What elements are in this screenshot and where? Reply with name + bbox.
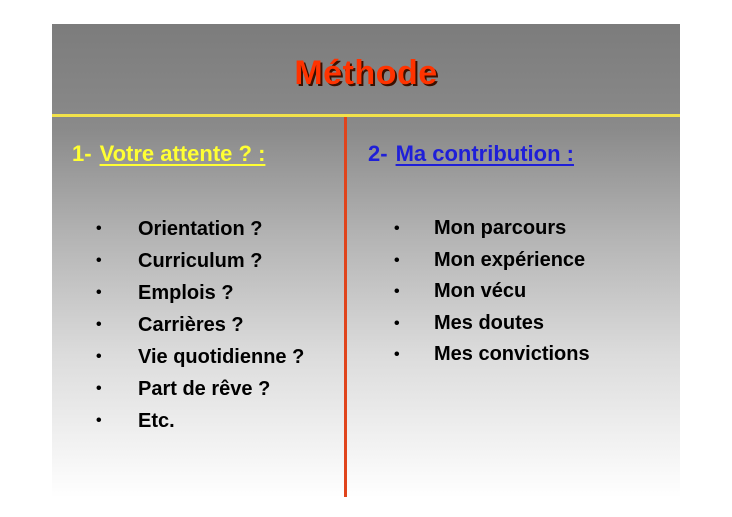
bullet-icon: • (394, 220, 400, 237)
list-item (84, 373, 304, 405)
left-column-heading (72, 141, 265, 167)
bullet-icon: • (96, 284, 102, 301)
slide (52, 24, 680, 498)
bullet-icon: • (96, 412, 102, 429)
list-item-text: Vie quotidienne ? (138, 346, 305, 368)
list-item-text: Mon parcours (434, 217, 567, 239)
list-item-text: Mon vécu (434, 280, 527, 302)
left-column-number: 1- (72, 141, 92, 166)
slide-title: Méthode (294, 54, 438, 92)
bullet-icon: • (394, 346, 400, 363)
bullet-icon: • (96, 220, 102, 237)
title-underline-rule (52, 114, 680, 117)
list-item (382, 308, 590, 340)
list-item-text: Mes doutes (434, 311, 545, 334)
list-item (84, 309, 304, 341)
bullet-icon: • (96, 252, 102, 269)
column-divider (344, 117, 347, 497)
bullet-icon: • (96, 316, 102, 333)
list-item-text: Curriculum ? (138, 250, 263, 272)
right-column-list (382, 213, 590, 371)
list-item (382, 213, 590, 245)
list-item (84, 245, 304, 277)
list-item (382, 339, 590, 371)
list-item (84, 277, 304, 309)
bullet-icon: • (394, 314, 400, 332)
right-column-number: 2- (368, 141, 388, 166)
list-item (382, 276, 590, 308)
left-column-heading-text: Votre attente ? : (99, 141, 266, 166)
list-item-text: Mes convictions (434, 343, 590, 365)
list-item-text: Carrières ? (138, 314, 244, 336)
left-column (72, 141, 305, 432)
list-item (84, 405, 304, 437)
right-column-heading-text: Ma contribution : (395, 141, 574, 166)
list-item-text: Mon expérience (434, 248, 586, 271)
list-item-text: Etc. (138, 410, 175, 432)
bullet-icon: • (394, 283, 400, 300)
bullet-icon: • (394, 251, 400, 269)
list-item-text: Orientation ? (138, 218, 263, 240)
list-item (84, 213, 304, 245)
right-column-heading (368, 141, 574, 167)
list-item-text: Emplois ? (138, 282, 234, 304)
bullet-icon: • (96, 380, 102, 397)
bullet-icon: • (96, 348, 102, 365)
list-item-text: Part de rêve ? (138, 378, 271, 400)
list-item (382, 245, 590, 277)
left-column-list (84, 213, 304, 437)
list-item (84, 341, 304, 373)
right-column (368, 141, 590, 365)
